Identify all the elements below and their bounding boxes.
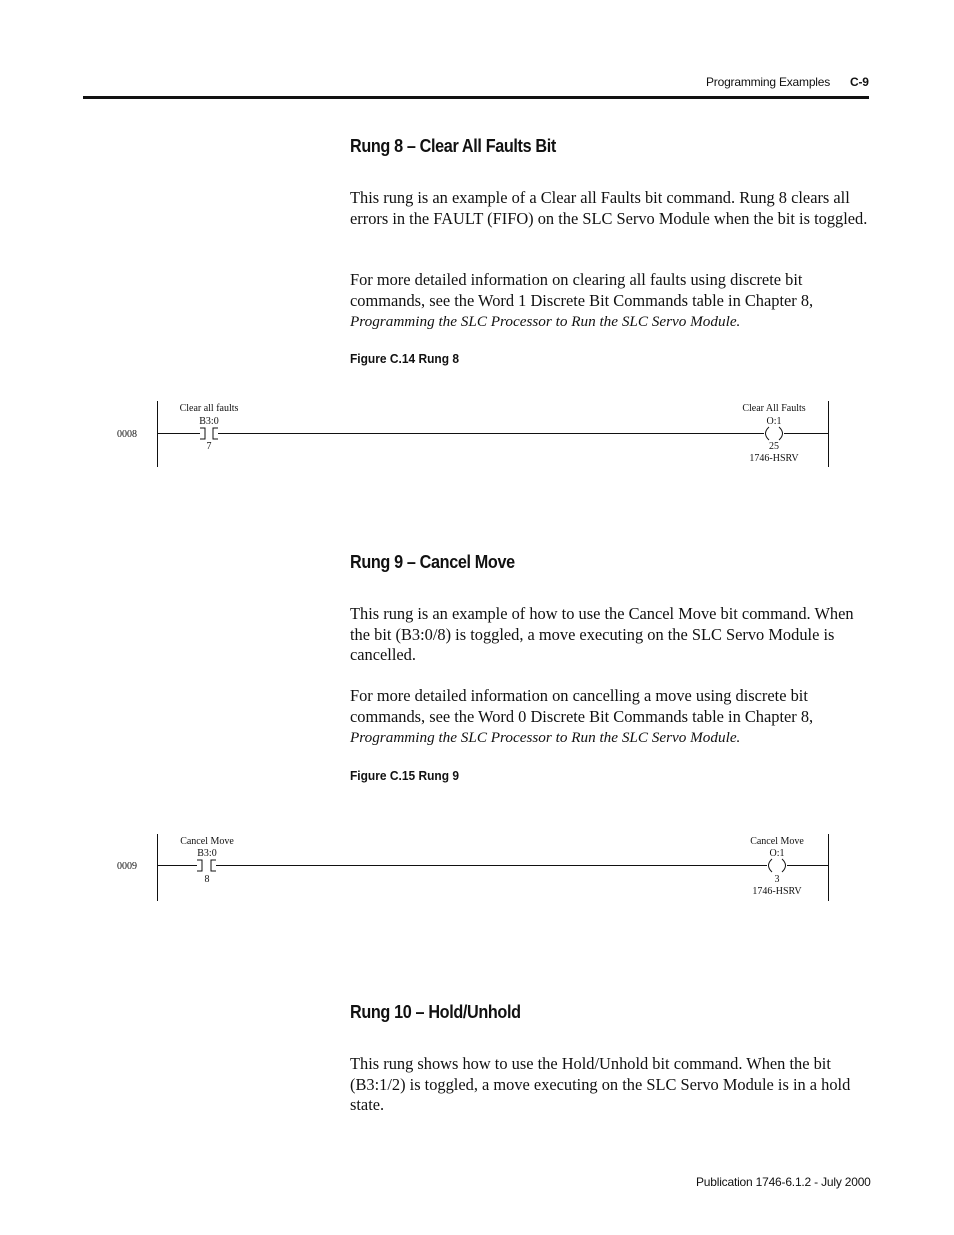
coil-label: Clear All Faults (742, 403, 806, 414)
contact-bit: 7 (206, 441, 212, 452)
coil-label: Cancel Move (750, 836, 804, 847)
reference-chapter-title: Programming the SLC Processor to Run the SLC Servo Module. (350, 729, 741, 746)
page-number: C-9 (850, 75, 869, 89)
rung-number: 0009 (117, 861, 137, 872)
reference-text: For more detailed information on cancelling a move using discrete bit commands, see the Word 0 Discrete Bit Commands table in Chapter 8, (350, 686, 814, 726)
output-energize-coil-icon (769, 859, 786, 872)
coil-bit: 3 (774, 874, 780, 885)
contact-label: Clear all faults (179, 403, 239, 414)
contact-address: B3:0 (197, 848, 217, 859)
contact-bit: 8 (204, 874, 210, 885)
running-header-section: Programming Examples (706, 75, 831, 89)
figure-caption-c15: Figure C.15 Rung 9 (350, 768, 459, 783)
paragraph-rung-8-intro: This rung is an example of a Clear all Faults bit command. Rung 8 clears all errors in the FAULT (FIFO) on the SLC Servo Module when the bit is toggled. (350, 188, 868, 228)
publication-footer: Publication 1746-6.1.2 - July 2000 (696, 1175, 871, 1189)
paragraph-rung-10-intro: This rung shows how to use the Hold/Unhold bit command. When the bit (B3:1/2) is toggled, a move executing on the SLC Servo Module is in a hold state. (350, 1054, 851, 1114)
rung-number: 0008 (117, 429, 137, 440)
section-heading-rung-9: Rung 9 – Cancel Move (350, 552, 515, 572)
coil-module: 1746-HSRV (752, 886, 802, 897)
section-heading-rung-8: Rung 8 – Clear All Faults Bit (350, 136, 556, 156)
reference-text: For more detailed information on clearing all faults using discrete bit commands, see the Word 1 Discrete Bit Commands table in Chapter 8, (350, 270, 814, 310)
coil-address: O:1 (766, 416, 782, 427)
paragraph-rung-9-intro: This rung is an example of how to use the Cancel Move bit command. When the bit (B3:0/8) is toggled, a move executing on the SLC Servo Module is cancelled. (350, 604, 854, 664)
contact-address: B3:0 (199, 416, 219, 427)
examine-if-closed-contact-icon (197, 860, 216, 871)
coil-address: O:1 (769, 848, 785, 859)
reference-chapter-title: Programming the SLC Processor to Run the SLC Servo Module. (350, 313, 741, 330)
coil-bit: 25 (769, 441, 779, 452)
section-heading-rung-10: Rung 10 – Hold/Unhold (350, 1002, 521, 1022)
contact-label: Cancel Move (180, 836, 234, 847)
figure-caption-c14: Figure C.14 Rung 8 (350, 351, 459, 366)
coil-module: 1746-HSRV (749, 453, 799, 464)
